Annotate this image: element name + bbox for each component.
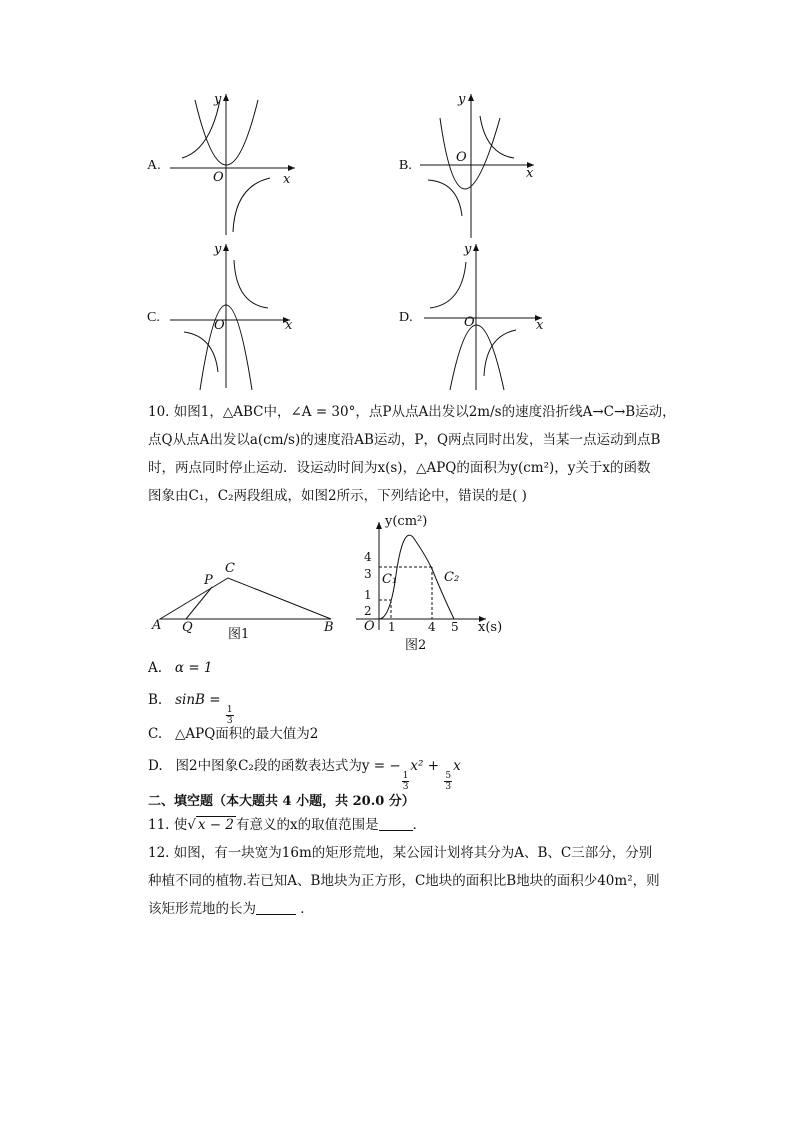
fig2-c1: C₁ — [382, 572, 398, 587]
q10-option-d-label: D. — [148, 758, 163, 774]
q10-option-d-d1: 3 — [402, 782, 409, 792]
fig2-xtick-4: 4 — [428, 620, 436, 634]
graph-d — [392, 240, 562, 390]
fig2-origin: O — [364, 619, 375, 634]
label-q: Q — [182, 620, 193, 635]
figure-2 — [350, 512, 510, 653]
q10-option-c-label: C. — [148, 726, 163, 742]
graph-d-o: O — [464, 315, 475, 330]
q11-post: 有意义的x的取值范围是 — [235, 817, 379, 833]
q10-line1: 10. 如图1，△ABC中，∠A = 30°，点P从点A出发以2m/s的速度沿折线A→C→B运动， — [148, 404, 676, 420]
graph-c — [140, 240, 310, 390]
q11-radicand: x − 2 — [197, 817, 234, 833]
graph-a-o: O — [213, 170, 224, 185]
q10-option-c[interactable] — [148, 724, 318, 744]
label-b: B — [324, 620, 334, 635]
fig2-ytick-1: 1 — [364, 588, 372, 602]
graph-a — [140, 90, 310, 240]
q10-line3: 时，两点同时停止运动．设运动时间为x(s)，△APQ的面积为y(cm²)，y关于x的函数 — [148, 460, 651, 476]
q10-option-d-mid: x² + — [410, 758, 444, 774]
q11-answer-blank[interactable] — [379, 816, 413, 831]
option-b[interactable] — [392, 90, 562, 240]
q12-line3-pre: 该矩形荒地的长为 — [148, 901, 256, 917]
graph-c-o: O — [214, 318, 225, 333]
option-a-label: A. — [147, 158, 161, 173]
option-a[interactable] — [140, 90, 310, 240]
q11-pre: 11. 使 — [148, 817, 188, 833]
q10-option-d-frac2 — [444, 771, 452, 792]
graph-d-y: y — [464, 242, 472, 257]
fig2-xtick-5: 5 — [451, 620, 459, 634]
option-c[interactable] — [140, 240, 310, 390]
graph-c-x: x — [285, 318, 293, 333]
option-d[interactable] — [392, 240, 562, 390]
q10-option-d-frac1 — [402, 771, 410, 792]
q10-option-d[interactable] — [148, 756, 461, 792]
q10-line4: 图象由C₁，C₂两段组成，如图2所示，下列结论中，错误的是( ) — [148, 488, 527, 504]
q10-option-d-d2: 3 — [445, 782, 452, 792]
graph-d-x: x — [536, 318, 544, 333]
graph-b-o: O — [456, 150, 467, 165]
label-a: A — [152, 618, 162, 633]
graph-a-x: x — [283, 172, 291, 187]
q12-line1: 12. 如图，有一块宽为16m的矩形荒地，某公园计划将其分为A、B、C三部分，分别 — [148, 845, 653, 861]
fig2-xlabel: x(s) — [478, 620, 503, 635]
q10-option-d-n1: 1 — [402, 771, 409, 781]
q10-option-a-text: α = 1 — [174, 660, 213, 676]
graph-c-y: y — [214, 242, 222, 257]
q10-option-d-post: x — [453, 758, 461, 774]
q10-option-b-pre: sinB = — [175, 692, 225, 708]
q10-option-d-pre: 图2中图象C₂段的函数表达式为y = − — [175, 758, 401, 774]
fig2-caption: 图2 — [405, 638, 427, 653]
q11-end: ． — [412, 817, 427, 833]
q12-line3-end: ． — [300, 901, 314, 917]
graph-b-y: y — [458, 92, 466, 107]
q10-line2: 点Q从点A出发以a(cm/s)的速度沿AB运动，P，Q两点同时出发，当某一点运动到点B — [148, 432, 661, 448]
figure-1 — [148, 560, 348, 645]
graph-b — [392, 90, 562, 240]
figure-1-caption: 图1 — [228, 627, 250, 642]
label-p: P — [204, 573, 213, 588]
fig2-ytick-3: 3 — [364, 567, 372, 581]
q10-option-b-frac — [226, 705, 234, 726]
q12-line3 — [148, 899, 314, 919]
q10-option-b-den: 3 — [226, 716, 233, 726]
q10-option-c-text: △APQ面积的最大值为2 — [175, 726, 319, 742]
fig2-xtick-1: 1 — [388, 620, 396, 634]
q10-option-a[interactable] — [148, 658, 213, 678]
option-d-label: D. — [399, 310, 413, 325]
graph-a-y: y — [214, 92, 222, 107]
fig2-ylabel: y(cm²) — [385, 514, 428, 529]
q11: 11. 使√ x − 2 有意义的x的取值范围是 ． — [148, 817, 427, 833]
q10-option-b-label: B. — [148, 692, 163, 708]
q12-answer-blank[interactable] — [256, 900, 296, 915]
q12-line2: 种植不同的植物.若已知A、B地块为正方形，C地块的面积比B地块的面积少40m²，则 — [148, 873, 660, 889]
fig2-ytick-4: 4 — [364, 550, 372, 564]
section-heading: 二、填空题（本大题共 4 小题，共 20.0 分） — [148, 794, 415, 809]
option-b-label: B. — [399, 158, 412, 173]
q10-option-a-label: A. — [148, 660, 163, 676]
fig2-c2: C₂ — [444, 570, 460, 585]
graph-b-x: x — [526, 166, 534, 181]
fig2-ytick-2: 2 — [364, 604, 372, 618]
q10-option-b-num: 1 — [226, 705, 233, 715]
q10-option-b[interactable] — [148, 690, 235, 726]
option-c-label: C. — [147, 310, 160, 325]
q10-option-d-n2: 5 — [445, 771, 452, 781]
label-c: C — [225, 561, 235, 576]
